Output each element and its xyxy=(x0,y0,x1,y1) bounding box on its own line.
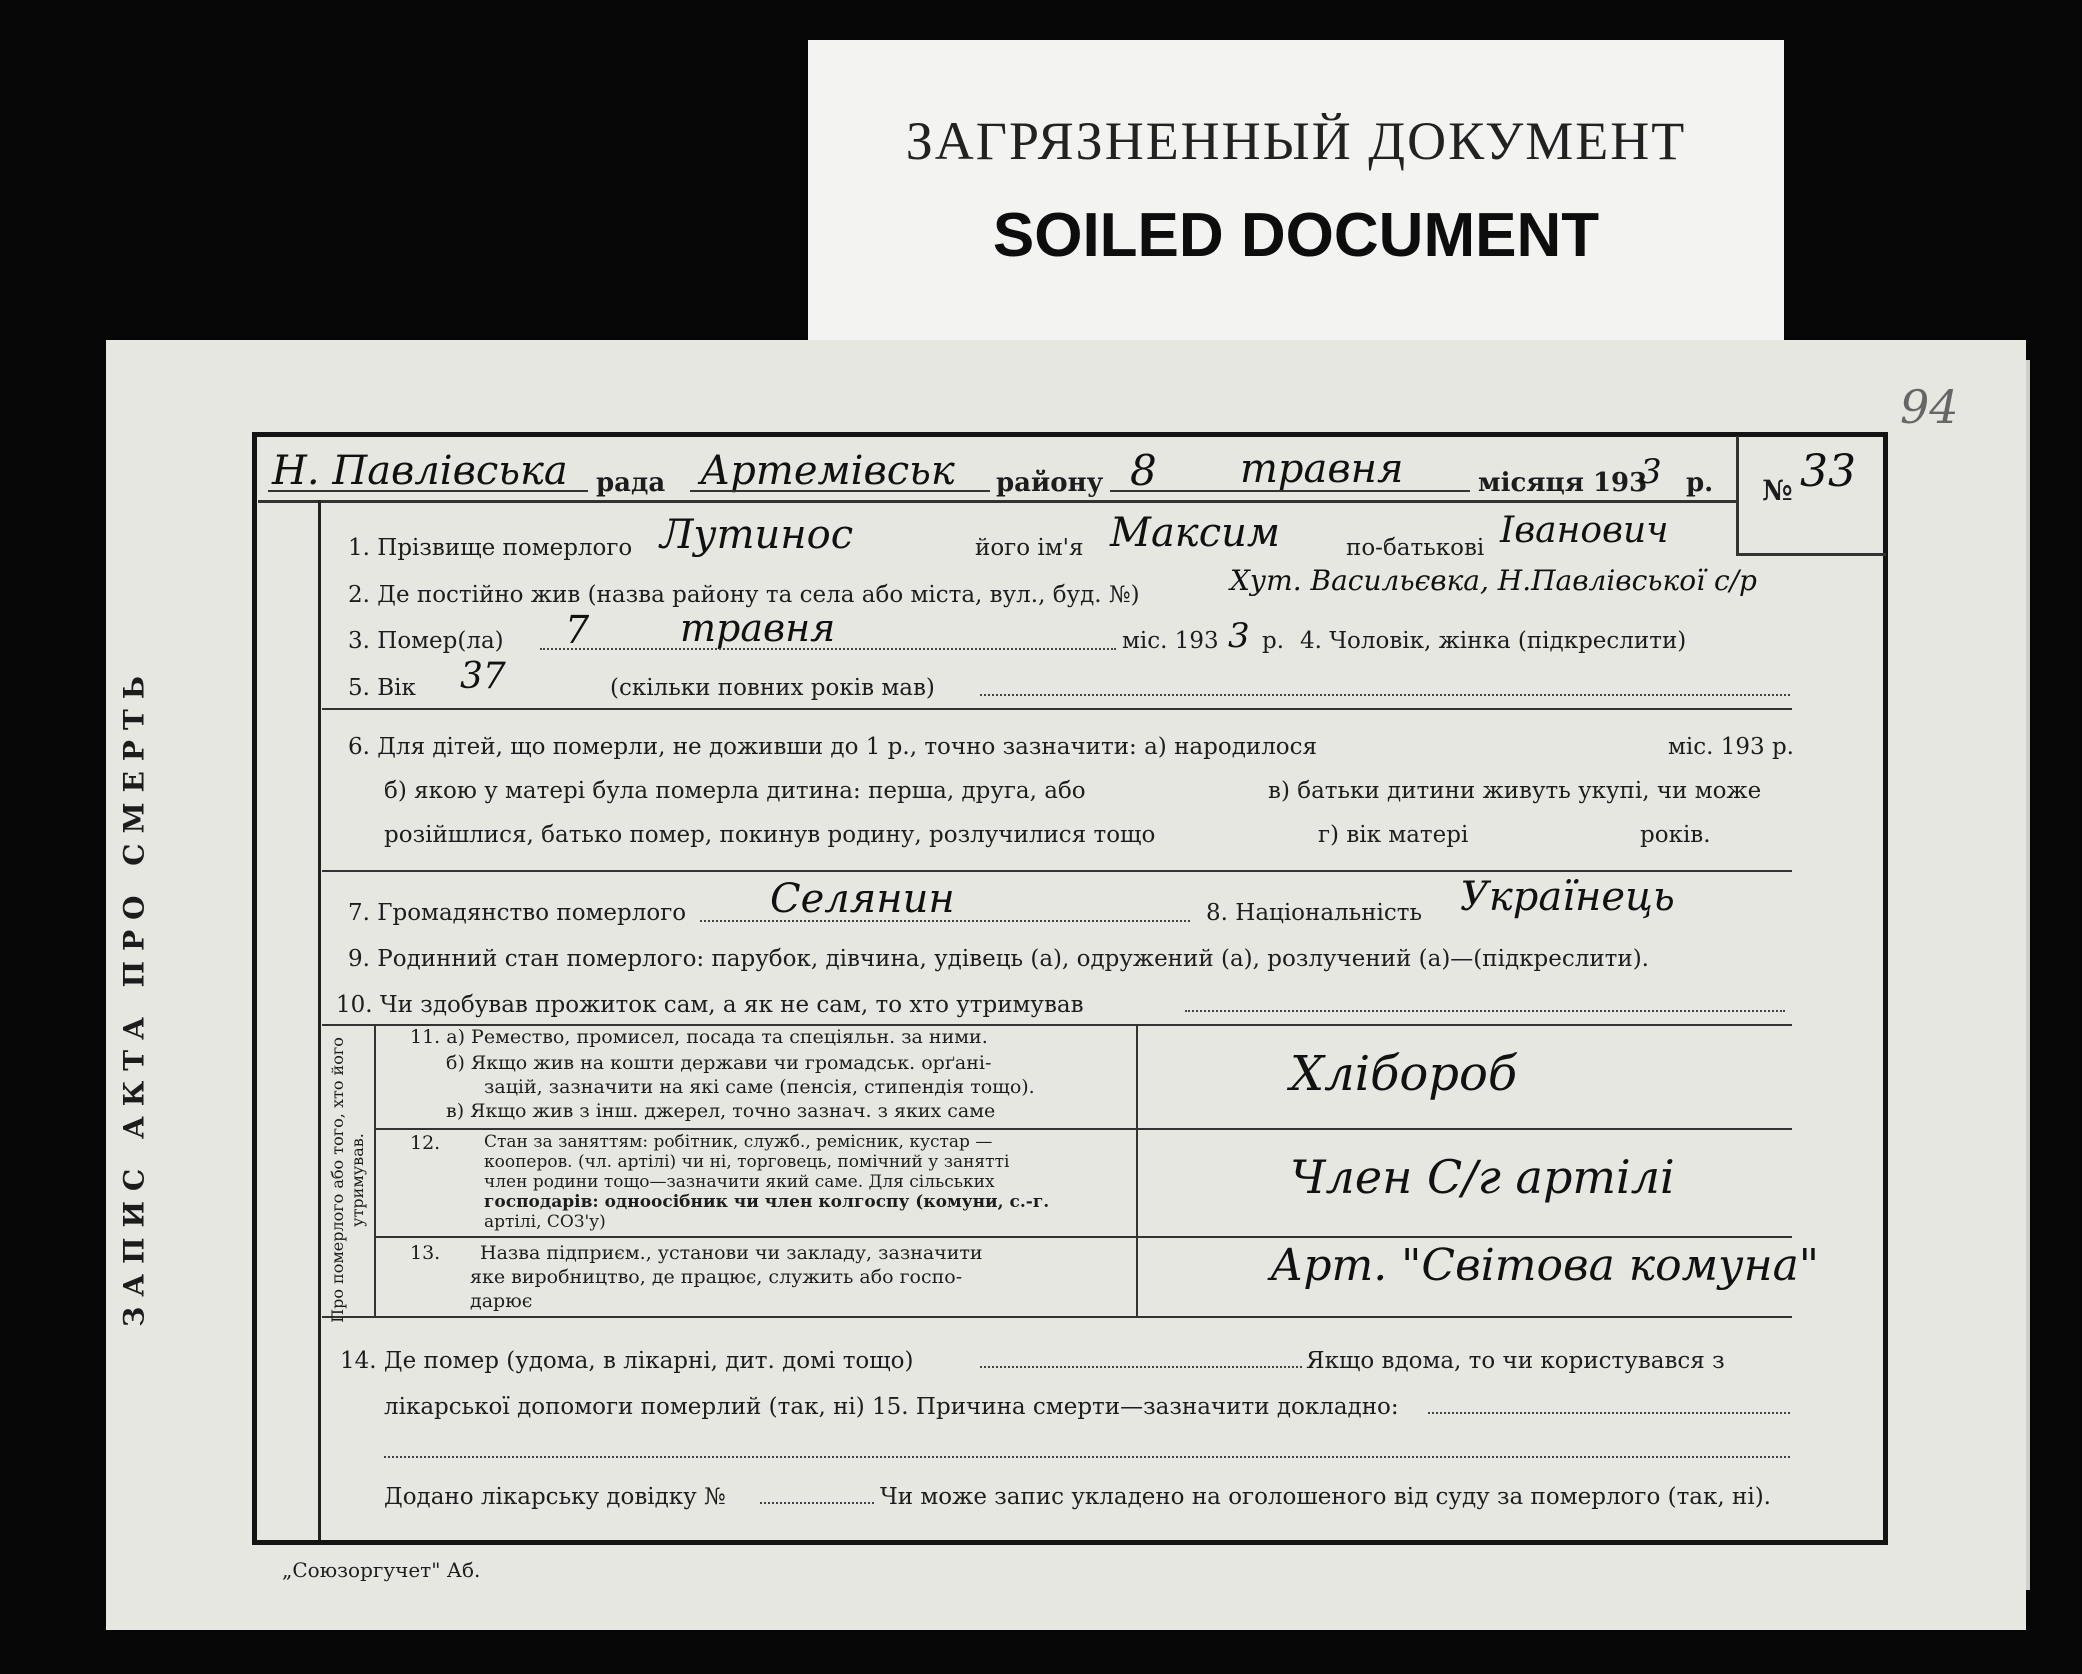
f13-l2: яке виробництво, де працює, служить або госпо- xyxy=(470,1266,963,1288)
footer-print: „Союзоргучет" Аб. xyxy=(282,1558,481,1582)
f7-value: Селянин xyxy=(770,876,955,922)
f11-a: 11. а) Ремество, промисел, посада та спеціяльн. за ними. xyxy=(410,1026,988,1048)
f11-b1: б) Якщо жив на кошти держави чи громадськ. орґані- xyxy=(446,1052,992,1074)
soiled-label-ru: ЗАГРЯЗНЕННЫЙ ДОКУМЕНТ xyxy=(905,111,1687,171)
f6-line3b: г) вік матері xyxy=(1318,822,1469,848)
f1-label: 1. Прізвище померлого xyxy=(348,535,633,561)
side-column xyxy=(260,500,321,1540)
soiled-label-en: SOILED DOCUMENT xyxy=(992,201,1600,270)
f13-l3: дарює xyxy=(470,1290,533,1312)
f3-year-suffix: р. xyxy=(1262,628,1285,654)
f15-line xyxy=(1428,1412,1790,1414)
page-mark: 94 xyxy=(1900,380,1959,434)
f6-line2a: б) якою у матері була померла дитина: перша, друга, або xyxy=(384,778,1086,804)
f2-value: Хут. Васильєвка, Н.Павлівської с/р xyxy=(1230,564,1757,597)
f1-surname: Лутинос xyxy=(660,512,854,558)
f11-c: в) Якщо жив з інш. джерел, точно зазнач. з яких саме xyxy=(446,1100,996,1122)
f1-name: Максим xyxy=(1110,510,1281,556)
raion-line xyxy=(690,490,990,492)
side-title: ЗАПИС АКТА ПРО СМЕРТЬ xyxy=(117,666,151,1327)
number-label: № xyxy=(1762,474,1793,507)
f12-l4: господарів: одноосібник чи член колгоспу (комуни, с.-г. xyxy=(484,1192,1050,1212)
f14-line xyxy=(980,1366,1302,1368)
f16-line xyxy=(760,1502,874,1504)
month-value: травня xyxy=(1240,446,1404,492)
number-box-bottom xyxy=(1736,553,1886,556)
f3-day: 7 xyxy=(565,608,590,652)
soiled-document-label xyxy=(808,40,1784,365)
f4-label: 4. Чоловік, жінка (підкреслити) xyxy=(1300,628,1687,654)
f12-num: 12. xyxy=(410,1132,441,1154)
f13-num: 13. xyxy=(410,1242,441,1264)
f8-label: 8. Національність xyxy=(1206,900,1423,926)
rada-line xyxy=(268,490,588,492)
f6-line1-end: міс. 193 р. xyxy=(1668,734,1794,760)
f6-line1: 6. Для дітей, що померли, не доживши до 1 р., точно зазначити: а) народилося xyxy=(348,734,1318,760)
f11-value: Хлібороб xyxy=(1290,1046,1518,1102)
f1-patronymic: Іванович xyxy=(1500,510,1669,551)
f11-b2: зацій, зазначити на які саме (пенсія, стипендія тощо). xyxy=(484,1076,1035,1098)
f8-value: Українець xyxy=(1460,874,1675,920)
f3-label: 3. Помер(ла) xyxy=(348,628,504,654)
rada-label: рада xyxy=(596,468,666,498)
f3-suffix: міс. 193 xyxy=(1122,628,1219,654)
f10-line xyxy=(1185,1010,1785,1012)
f5-line xyxy=(980,694,1790,696)
number-value: 33 xyxy=(1800,446,1856,497)
f2-label: 2. Де постійно жив (назва району та села або міста, вул., буд. №) xyxy=(348,582,1140,608)
f7-label: 7. Громадянство померлого xyxy=(348,900,687,926)
header-rule xyxy=(258,500,1738,503)
year-digit: 3 xyxy=(1640,452,1662,492)
f1-patronymic-label: по-батькові xyxy=(1346,535,1485,561)
f10-label: 10. Чи здобував прожиток сам, а як не сам, то хто утримував xyxy=(336,992,1084,1018)
f9-label: 9. Родинний стан померлого: парубок, дівчина, удівець (а), одружений (а), розлучений (а)—(підкреслити). xyxy=(348,946,1649,972)
f12-l1: Стан за заняттям: робітник, служб., ремісник, кустар — xyxy=(484,1132,993,1152)
f14-l2: лікарської допомоги померлий (так, ні) 15. Причина смерти—зазначити докладно: xyxy=(384,1394,1399,1420)
f12-value: Член С/г артілі xyxy=(1290,1150,1675,1204)
f13-l1: Назва підприєм., установи чи закладу, зазначити xyxy=(480,1242,983,1264)
f3-line xyxy=(540,648,1116,650)
f3-month: травня xyxy=(680,606,836,650)
f12-l5: артілі, СОЗ'у) xyxy=(484,1212,606,1232)
f13-value: Арт. "Світова комуна" xyxy=(1270,1240,1820,1291)
day-value: 8 xyxy=(1130,446,1157,495)
f16-b: Чи може запис укладено на оголошеного від суду за померлого (так, ні). xyxy=(880,1484,1771,1510)
rule-after-13 xyxy=(322,1316,1792,1318)
f11-vertical-note: Про померлого або того, хто його утримував. xyxy=(328,1037,367,1323)
block-right-divider xyxy=(1136,1024,1138,1316)
f1-name-label: його ім'я xyxy=(975,535,1084,561)
f16-a: Додано лікарську довідку № xyxy=(384,1484,726,1510)
rule-after-12 xyxy=(374,1236,1792,1238)
f5-suffix: (скільки повних років мав) xyxy=(610,675,935,701)
rule-after-5 xyxy=(322,708,1792,710)
rule-after-6 xyxy=(322,870,1792,872)
f12-l2: кооперов. (чл. артілі) чи ні, торговець, помічний у занятті xyxy=(484,1152,1010,1172)
f7-line xyxy=(700,920,1190,922)
rada-value: Н. Павлівська xyxy=(272,448,568,494)
year-suffix: р. xyxy=(1686,468,1714,498)
f5-label: 5. Вік xyxy=(348,675,416,701)
date-line xyxy=(1110,490,1470,492)
f6-line3c: років. xyxy=(1640,822,1711,848)
f12-l3: член родини тощо—зазначити який саме. Для сільських xyxy=(484,1172,995,1192)
rule-after-11 xyxy=(374,1128,1792,1130)
f6-line3a: розійшлися, батько помер, покинув родину, розлучилися тощо xyxy=(384,822,1156,848)
f3-year-digit: 3 xyxy=(1228,616,1250,656)
block-left-divider xyxy=(374,1024,376,1316)
number-box-divider xyxy=(1736,436,1739,554)
f6-line2b: в) батьки дитини живуть укупі, чи може xyxy=(1268,778,1762,804)
raion-value: Артемівськ xyxy=(700,448,955,494)
f14-l1a: 14. Де помер (удома, в лікарні, дит. домі тощо) xyxy=(340,1348,914,1374)
f14-l1b: Якщо вдома, то чи користувався з xyxy=(1306,1348,1725,1374)
raion-label: району xyxy=(996,468,1104,498)
f5-value: 37 xyxy=(460,656,506,697)
month-label: місяця 193 xyxy=(1478,468,1648,498)
f15-line-2 xyxy=(384,1456,1790,1458)
